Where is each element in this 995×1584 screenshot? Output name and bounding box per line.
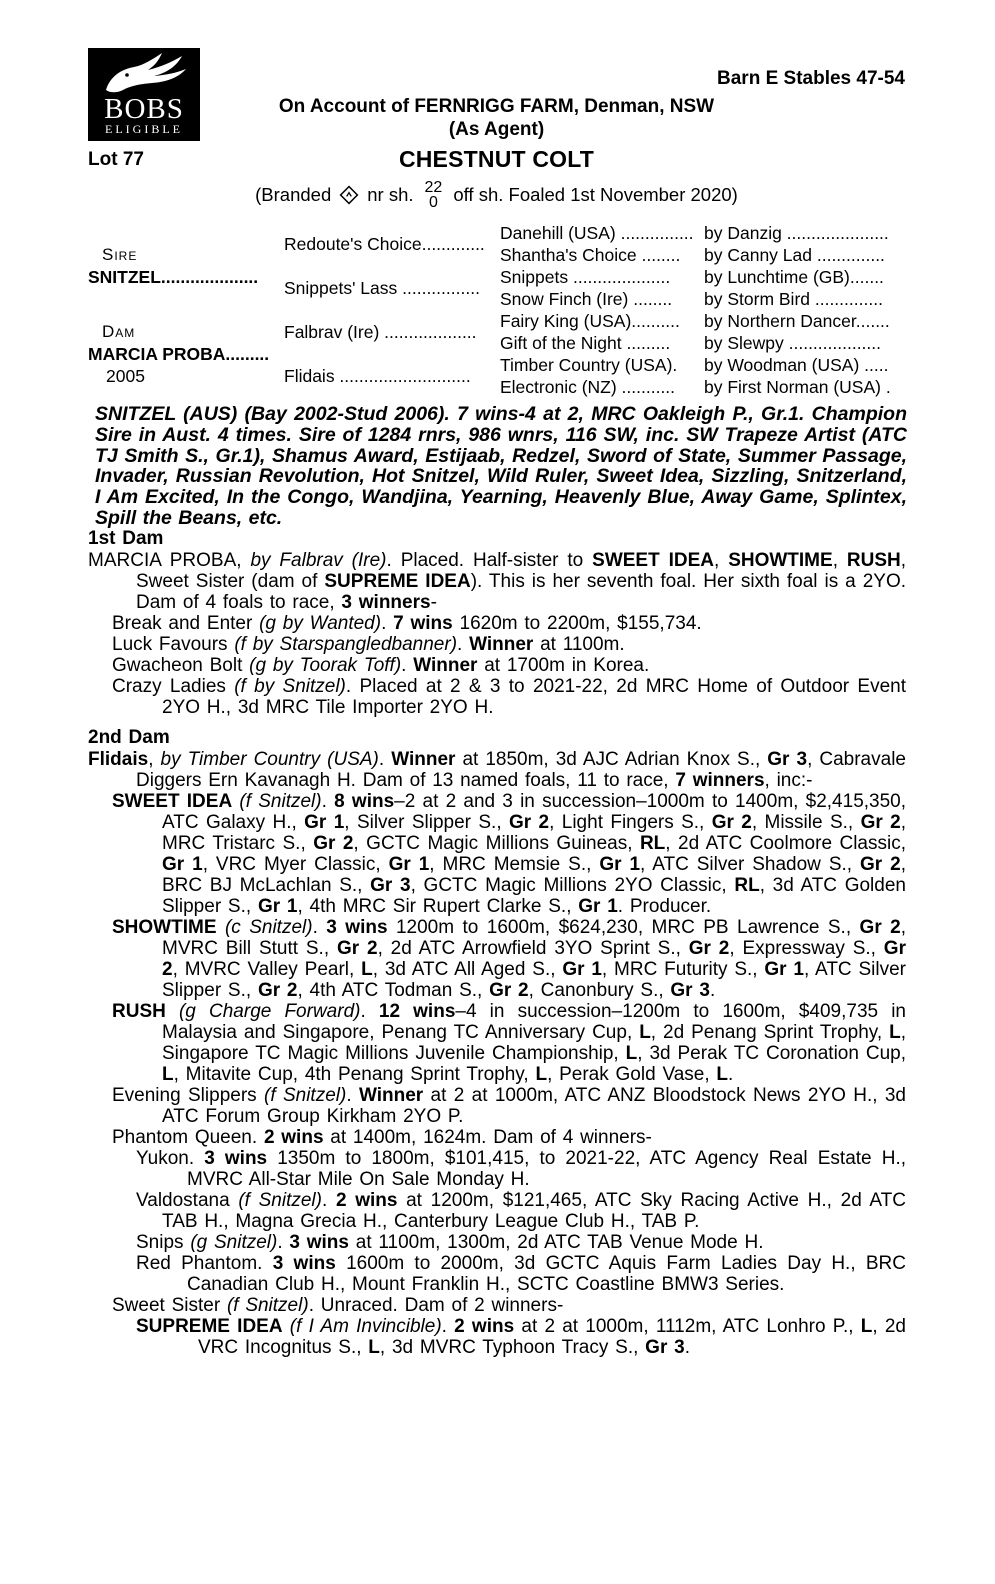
- text-run: SWEET IDEA: [112, 791, 233, 812]
- text-run: SUPREME IDEA: [136, 1316, 283, 1337]
- horse-head-icon: [96, 50, 192, 94]
- catalogue-paragraph: [88, 791, 906, 917]
- text-run: , Canonbury S.,: [528, 980, 671, 1001]
- text-run: Valdostana: [136, 1190, 239, 1211]
- text-run: Winner: [469, 634, 534, 655]
- text-run: ,: [714, 550, 729, 571]
- gen3-name: Snow Finch (Ire) ........: [500, 289, 673, 309]
- text-run: 12 wins: [378, 1001, 456, 1022]
- gen3-by: by Storm Bird ..............: [704, 289, 883, 309]
- text-run: , MVRC Valley Pearl,: [172, 959, 362, 980]
- text-run: , 2d ATC Coolmore Classic,: [665, 833, 906, 854]
- catalogue-paragraph: [88, 1085, 906, 1127]
- text-run: MARCIA PROBA,: [88, 550, 251, 571]
- text-run: L: [361, 959, 373, 980]
- text-run: L: [889, 1022, 901, 1043]
- text-run: Gwacheon Bolt: [112, 655, 250, 676]
- text-run: , ATC Silver Shadow S.,: [640, 854, 860, 875]
- text-run: . Placed at 2 & 3 to 2021-22, 2d MRC Home of Outdoor Event 2YO H., 3d MRC Tile Importer 2YO H.: [162, 676, 906, 718]
- text-run: SHOWTIME: [112, 917, 217, 938]
- text-run: Gr 3: [645, 1337, 685, 1358]
- agent-line: (As Agent): [448, 119, 545, 140]
- branded-line: [88, 175, 905, 215]
- text-run: Winner: [358, 1085, 424, 1106]
- text-run: , MRC Memsie S.,: [429, 854, 600, 875]
- text-run: at 2 at 1000m, 1112m, ATC Lonhro P.,: [514, 1316, 861, 1337]
- text-run: Gr 3: [670, 980, 710, 1001]
- text-run: at 2 at 1000m, ATC ANZ Bloodstock News 2YO H., 3d ATC Forum Group Kirkham 2YO P.: [162, 1085, 906, 1127]
- text-run: , Expressway S.,: [729, 938, 884, 959]
- text-run: ,: [832, 550, 847, 571]
- text-run: , Perak Gold Vase,: [547, 1064, 717, 1085]
- text-run: (f Snitzel): [264, 1085, 347, 1106]
- text-run: SHOWTIME: [728, 550, 833, 571]
- text-run: Gr 1: [257, 896, 298, 917]
- text-run: .: [684, 1337, 690, 1358]
- text-run: , Light Fingers S.,: [549, 812, 712, 833]
- text-run: , Silver Slipper S.,: [344, 812, 509, 833]
- lot-number: Lot 77: [88, 149, 144, 170]
- text-run: [217, 917, 225, 938]
- branded-pre: (Branded: [255, 184, 332, 205]
- text-run: (f Snitzel): [239, 791, 322, 812]
- text-run: at 1850m, 3d AJC Adrian Knox S.,: [455, 749, 768, 770]
- gen3-by: by Northern Dancer.......: [704, 311, 890, 331]
- text-run: .: [321, 1190, 336, 1211]
- text-run: , 3d ATC Golden Slipper S.,: [162, 875, 906, 917]
- text-run: Yukon.: [136, 1148, 205, 1169]
- gen3-name: Snippets ....................: [500, 267, 671, 287]
- text-run: Gr 2: [859, 917, 901, 938]
- text-run: L: [368, 1337, 380, 1358]
- text-run: Gr 1: [304, 812, 345, 833]
- text-run: .: [709, 980, 716, 1001]
- catalogue-paragraph: [88, 655, 906, 676]
- text-run: Evening Slippers: [112, 1085, 264, 1106]
- text-run: , Sweet Sister (dam of: [136, 550, 906, 592]
- text-run: , MRC Tristarc S.,: [162, 812, 906, 854]
- text-run: , BRC BJ McLachlan S.,: [162, 854, 906, 896]
- text-run: Flidais: [88, 749, 149, 770]
- text-run: , 2d ATC Arrowfield 3YO Sprint S.,: [377, 938, 689, 959]
- dam-name: MARCIA PROBA.........: [88, 344, 270, 364]
- text-run: RUSH: [112, 1001, 166, 1022]
- text-run: –4 in succession–1200m to 1600m, $409,735 in Malaysia and Singapore, Penang TC Anniversary Cup,: [162, 1001, 907, 1043]
- text-run: Red Phantom.: [136, 1253, 273, 1274]
- text-run: .: [381, 613, 394, 634]
- text-run: Gr 2: [508, 812, 550, 833]
- logo-text-bobs: BOBS: [104, 93, 184, 125]
- text-run: , 4th ATC Todman S.,: [297, 980, 490, 1001]
- gen3-by: by Slewpy ...................: [704, 333, 881, 353]
- text-run: SWEET IDEA: [592, 550, 714, 571]
- text-run: , Mitavite Cup, 4th Penang Sprint Trophy,: [173, 1064, 536, 1085]
- text-run: (g by Wanted): [259, 613, 382, 634]
- catalogue-paragraph: [88, 1253, 906, 1295]
- text-run: , 3d Perak TC Coronation Cup,: [637, 1043, 906, 1064]
- account-line: On Account of FERNRIGG FARM, Denman, NSW: [278, 96, 715, 117]
- catalogue-paragraph: [88, 1316, 906, 1358]
- text-run: -: [430, 592, 437, 613]
- sire-name: SNITZEL....................: [88, 267, 259, 287]
- text-run: –2 at 2 and 3 in succession–1000m to 1400m, $2,415,350, ATC Galaxy H.,: [162, 791, 907, 833]
- text-run: at 1700m in Korea.: [477, 655, 650, 676]
- catalogue-paragraph: [88, 634, 906, 655]
- text-run: RL: [639, 833, 666, 854]
- text-run: (f Snitzel): [226, 1295, 309, 1316]
- text-run: 2 wins: [263, 1127, 324, 1148]
- text-run: (f by Starspangledbanner): [234, 634, 458, 655]
- sire-label: Sire: [102, 245, 138, 264]
- text-run: 3 wins: [289, 1232, 349, 1253]
- text-run: L: [639, 1022, 651, 1043]
- gen2-dam-dam: Flidais ...........................: [284, 366, 471, 386]
- gen3-name: Gift of the Night .........: [500, 333, 671, 353]
- gen3-by: by First Norman (USA) .: [704, 377, 891, 397]
- text-run: Winner: [413, 655, 478, 676]
- text-run: at 1100m, 1300m, 2d ATC TAB Venue Mode H.: [348, 1232, 764, 1253]
- sire-blurb: [95, 404, 907, 529]
- brand-mark-icon: [338, 184, 360, 206]
- text-run: Crazy Ladies: [112, 676, 235, 697]
- gen2-sire-sire: Redoute's Choice.............: [284, 234, 485, 254]
- text-run: by Timber Country (USA): [160, 749, 379, 770]
- text-run: . Unraced. Dam of 2 winners-: [308, 1295, 564, 1316]
- branded-post: off sh. Foaled 1st November 2020): [453, 184, 738, 205]
- brand-count-bottom: 0: [428, 194, 438, 211]
- gen2-sire-dam: Snippets' Lass ................: [284, 278, 480, 298]
- text-run: [283, 1316, 290, 1337]
- text-run: Gr 2: [489, 980, 529, 1001]
- text-run: , 4th MRC Sir Rupert Clarke S.,: [297, 896, 579, 917]
- text-run: 1350m to 1800m, $101,415, to 2021-22, ATC Agency Real Estate H., MVRC All-Star Mile On Sale Monday H.: [187, 1148, 907, 1190]
- catalogue-paragraph: [88, 1148, 906, 1190]
- text-run: , 3d MVRC Typhoon Tracy S.,: [379, 1337, 646, 1358]
- text-run: Gr 2: [257, 980, 298, 1001]
- text-run: .: [312, 917, 327, 938]
- text-run: Gr 2: [860, 854, 901, 875]
- text-run: RL: [734, 875, 760, 896]
- text-run: , inc:-: [764, 770, 813, 791]
- dam-year: 2005: [106, 366, 145, 386]
- text-run: (f I Am Invincible): [289, 1316, 442, 1337]
- text-run: , Cabravale Diggers Ern Kavanagh H. Dam of 13 named foals, 11 to race,: [136, 749, 906, 791]
- text-run: at 1400m, 1624m. Dam of 4 winners-: [323, 1127, 652, 1148]
- catalogue-paragraph: [88, 550, 906, 613]
- logo-text-eligible: ELIGIBLE: [105, 122, 183, 136]
- text-run: 3 wins: [204, 1148, 268, 1169]
- text-run: .: [321, 791, 335, 812]
- text-run: 7 wins: [393, 613, 453, 634]
- pedigree-table: [88, 222, 906, 398]
- text-run: . Producer.: [617, 896, 712, 917]
- text-run: (c Snitzel): [224, 917, 313, 938]
- gen2-dam-sire: Falbrav (Ire) ...................: [284, 322, 477, 342]
- text-run: 7 winners: [675, 770, 765, 791]
- text-run: at 1200m, $121,465, ATC Sky Racing Active H., 2d ATC TAB H., Magna Grecia H., Canterbury League Club H., TAB P.: [162, 1190, 906, 1232]
- text-run: 3 winners: [341, 592, 431, 613]
- text-run: 8 wins: [334, 791, 395, 812]
- barn-stables-label: Barn E Stables 47-54: [717, 68, 905, 89]
- text-run: , GCTC Magic Millions Guineas,: [353, 833, 640, 854]
- text-run: L: [716, 1064, 729, 1085]
- text-run: 1600m to 2000m, 3d GCTC Aquis Farm Ladies Day H., BRC Canadian Club H., Mount Franklin H., SCTC Coastline BMW3 Series.: [187, 1253, 906, 1295]
- dam-sections: [88, 528, 906, 1358]
- text-run: ,: [148, 749, 161, 770]
- section-heading: 1st Dam: [88, 528, 164, 549]
- text-run: Gr 1: [578, 896, 618, 917]
- text-run: SNITZEL (AUS) (Bay 2002-Stud 2006). 7 wins-4 at 2, MRC Oakleigh P., Gr.1. Champion Sire in Aust. 4 times. Sire of 1284 rnrs, 986 wnrs, 116 SW, inc. SW Trapeze Artist (ATC TJ Smith S., Gr.1), Shamus Award, Estijaab, Redzel, Sword of State, Summer Passage, Invader, Russian Revolution, Hot Snitzel, Wild Ruler, Sweet Idea, Sizzling, Snitzerland, I Am Excited, In the Congo, Wandjina, Yearning, Heavenly Blue, Away Game, Splintex, Spill the Beans, etc.: [95, 403, 907, 529]
- gen3-by: by Woodman (USA) .....: [704, 355, 889, 375]
- text-run: (f Snitzel): [238, 1190, 322, 1211]
- text-run: Luck Favours: [112, 634, 235, 655]
- text-run: Gr 1: [162, 854, 203, 875]
- text-run: , MVRC Bill Stutt S.,: [162, 917, 907, 959]
- text-run: .: [457, 634, 470, 655]
- text-run: .: [346, 1085, 359, 1106]
- text-run: , Singapore TC Magic Millions Juvenile Championship,: [162, 1022, 906, 1064]
- text-run: .: [441, 1316, 455, 1337]
- text-run: Phantom Queen.: [112, 1127, 264, 1148]
- text-run: 3 wins: [272, 1253, 336, 1274]
- text-run: [166, 1001, 179, 1022]
- text-run: Snips: [136, 1232, 191, 1253]
- gen3-name: Shantha's Choice ........: [500, 245, 681, 265]
- text-run: at 1100m.: [533, 634, 625, 655]
- text-run: Gr 2: [860, 812, 901, 833]
- text-run: Gr 2: [162, 938, 906, 980]
- text-run: Gr 2: [336, 938, 378, 959]
- text-run: Gr 2: [711, 812, 752, 833]
- gen3-by: by Canny Lad ..............: [704, 245, 885, 265]
- text-run: .: [378, 749, 392, 770]
- text-run: , MRC Futurity S.,: [601, 959, 765, 980]
- text-run: 3 wins: [326, 917, 388, 938]
- text-run: .: [728, 1064, 734, 1085]
- gen3-by: by Lunchtime (GB).......: [704, 267, 884, 287]
- catalogue-paragraph: [88, 1190, 906, 1232]
- catalogue-paragraph: [88, 749, 906, 791]
- text-run: Gr 1: [388, 854, 430, 875]
- gen3-name: Electronic (NZ) ...........: [500, 377, 676, 397]
- text-run: . Placed. Half-sister to: [386, 550, 593, 571]
- dam-label: Dam: [102, 322, 136, 341]
- text-run: Sweet Sister: [112, 1295, 227, 1316]
- text-run: L: [535, 1064, 548, 1085]
- text-run: SUPREME IDEA: [324, 571, 471, 592]
- text-run: 1200m to 1600m, $624,230, MRC PB Lawrence S.,: [387, 917, 860, 938]
- brand-count: [421, 180, 447, 210]
- sire-block: [88, 222, 284, 310]
- text-run: , 2d VRC Incognitus S.,: [198, 1316, 907, 1358]
- branded-mid: nr sh.: [367, 184, 414, 205]
- text-run: Break and Enter: [112, 613, 260, 634]
- catalogue-paragraph: [88, 917, 906, 1001]
- text-run: 2 wins: [335, 1190, 398, 1211]
- brand-count-top: 22: [424, 179, 443, 196]
- text-run: Gr 3: [370, 875, 411, 896]
- text-run: RUSH: [846, 550, 901, 571]
- page-title: CHESTNUT COLT: [398, 146, 595, 172]
- text-run: (g by Toorak Toff): [249, 655, 402, 676]
- text-run: ). This is her seventh foal. Her sixth foal is a 2YO. Dam of 4 foals to race,: [136, 571, 906, 613]
- text-run: Gr 3: [767, 749, 808, 770]
- catalogue-paragraph: [88, 1232, 906, 1253]
- text-run: Gr 1: [562, 959, 602, 980]
- text-run: .: [360, 1001, 379, 1022]
- text-run: by Falbrav (Ire): [250, 550, 387, 571]
- text-run: L: [860, 1316, 873, 1337]
- catalogue-paragraph: [88, 1001, 906, 1085]
- text-run: L: [625, 1043, 638, 1064]
- text-run: , VRC Myer Classic,: [202, 854, 389, 875]
- gen3-name: Danehill (USA) ...............: [500, 223, 694, 243]
- text-run: Gr 1: [599, 854, 641, 875]
- gen3-by: by Danzig .....................: [704, 223, 889, 243]
- text-run: , GCTC Magic Millions 2YO Classic,: [410, 875, 735, 896]
- text-run: (f by Snitzel): [234, 676, 346, 697]
- text-run: Winner: [391, 749, 456, 770]
- text-run: Gr 1: [764, 959, 804, 980]
- text-run: , 3d ATC All Aged S.,: [372, 959, 563, 980]
- text-run: , ATC Silver Slipper S.,: [162, 959, 906, 1001]
- catalogue-paragraph: [88, 676, 906, 718]
- text-run: Gr 2: [688, 938, 730, 959]
- dam-block: [88, 310, 284, 398]
- gen3-name: Fairy King (USA)..........: [500, 311, 680, 331]
- text-run: 2 wins: [454, 1316, 515, 1337]
- text-run: (g Snitzel): [190, 1232, 278, 1253]
- text-run: Gr 2: [313, 833, 354, 854]
- text-run: .: [277, 1232, 290, 1253]
- text-run: , 2d Penang Sprint Trophy,: [650, 1022, 890, 1043]
- catalogue-paragraph: [88, 613, 906, 634]
- text-run: (g Charge Forward): [178, 1001, 361, 1022]
- text-run: , Missile S.,: [751, 812, 861, 833]
- catalogue-paragraph: [88, 1127, 906, 1148]
- text-run: .: [401, 655, 414, 676]
- section-heading: 2nd Dam: [88, 727, 170, 748]
- text-run: 1620m to 2200m, $155,734.: [452, 613, 702, 634]
- catalogue-paragraph: [88, 1295, 906, 1316]
- text-run: L: [162, 1064, 174, 1085]
- gen3-name: Timber Country (USA).: [500, 355, 678, 375]
